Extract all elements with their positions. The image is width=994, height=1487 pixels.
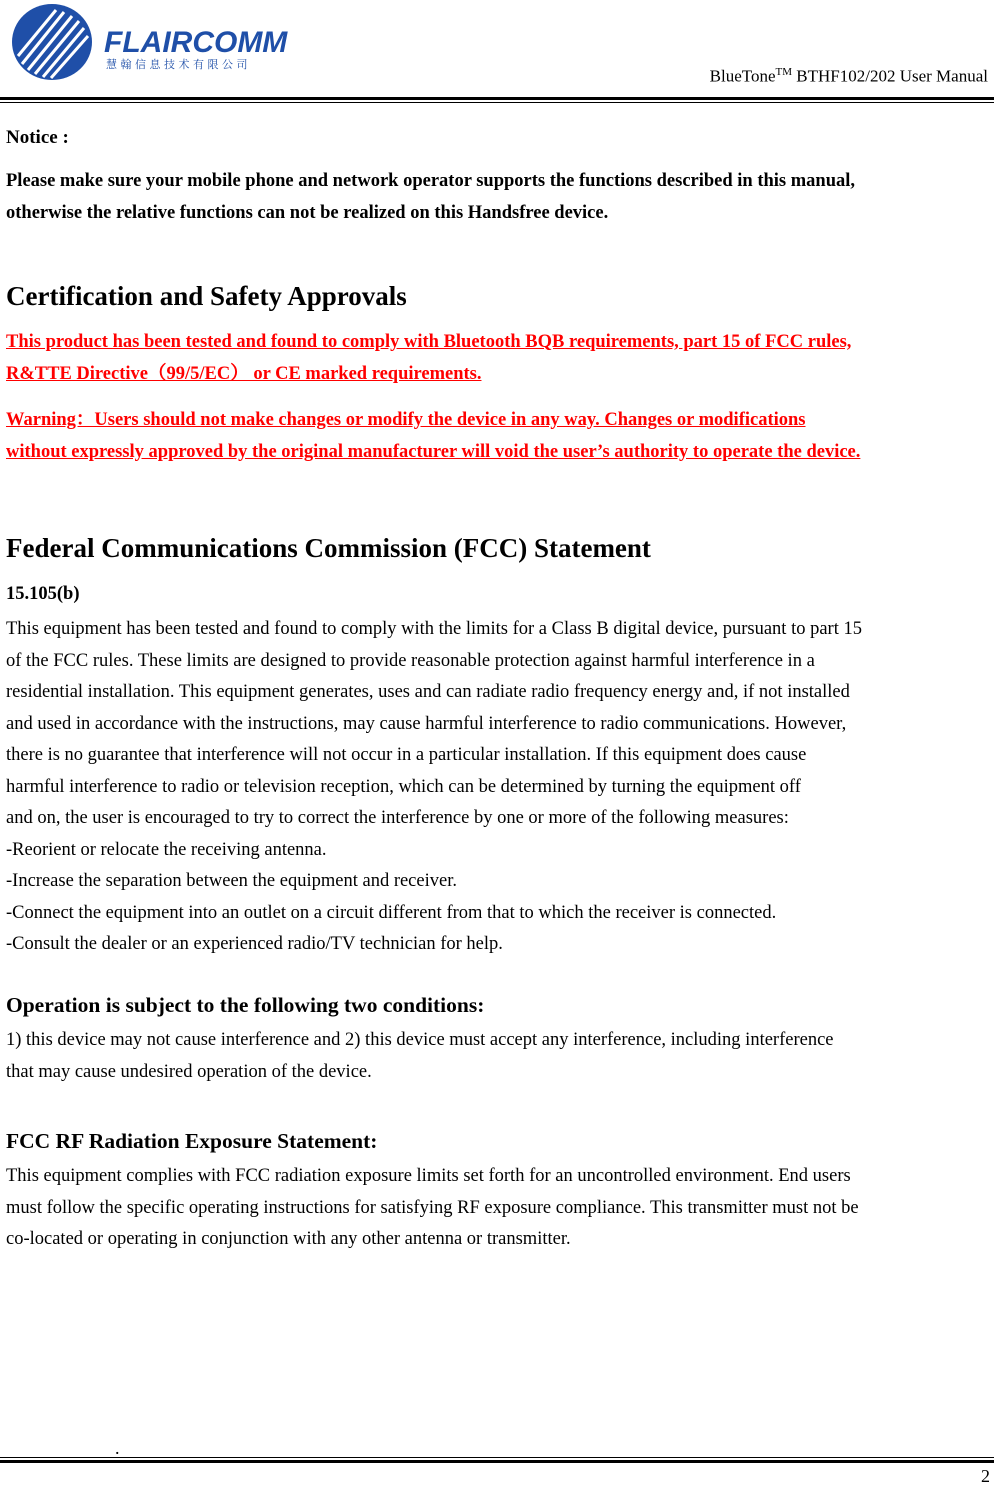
fcc-line: and used in accordance with the instructions, may cause harmful interference to radio communications. However, [6,713,847,734]
footer-rule-thin [0,1457,994,1458]
logo-wordmark: FLAIRCOMM [104,26,288,59]
fcc-section-number: 15.105(b) [6,584,80,604]
fcc-line: -Connect the equipment into an outlet on a circuit different from that to which the receiver is connected. [6,902,777,923]
fcc-line: This equipment has been tested and found to comply with the limits for a Class B digital device, pursuant to part 15 [6,619,862,639]
operation-heading: Operation is subject to the following two conditions: [6,993,485,1017]
certification-warning-text: Warning：Users should not make changes or modify the device in any way. Changes or modifications without expressly approved by the original manufacturer will void the user’s authority to operate the device. [6,410,861,462]
notice-label: Notice : [6,127,69,148]
fcc-line: -Reorient or relocate the receiving antenna. [6,839,327,860]
fcc-line: -Consult the dealer or an experienced radio/TV technician for help. [6,934,503,954]
header-rule-thin [0,102,994,103]
fcc-line: residential installation. This equipment generates, uses and can radiate radio frequency energy and, if not installed [6,682,850,702]
page-number: 2 [981,1466,990,1486]
header-rule-thick [0,97,994,100]
rf-exposure-heading: FCC RF Radiation Exposure Statement: [6,1129,378,1153]
fcc-line: -Increase the separation between the equipment and receiver. [6,871,457,891]
fcc-heading: Federal Communications Commission (FCC) Statement [6,533,651,563]
rf-exposure-text: This equipment complies with FCC radiation exposure limits set forth for an uncontrolled environment. End users must follow the specific operating instructions for satisfying RF exposure compliance. This transmitter must not be co-located or operating in conjunction with any other antenna or transmitter. [6,1166,859,1249]
fcc-line: there is no guarantee that interference will not occur in a particular installation. If this equipment does cause [6,745,807,765]
company-logo [6,2,306,88]
fcc-line: harmful interference to radio or television reception, which can be determined by turning the equipment off [6,776,801,797]
fcc-line: and on, the user is encouraged to try to correct the interference by one or more of the following measures: [6,808,789,828]
certification-heading: Certification and Safety Approvals [6,281,407,311]
logo-chinese-name: 慧 翰 信 息 技 术 有 限 公 司 [106,58,248,71]
fcc-line: of the FCC rules. These limits are designed to provide reasonable protection against harmful interference in a [6,650,815,671]
notice-text: Please make sure your mobile phone and network operator supports the functions described in this manual, otherwise the relative functions can not be realized on this Handsfree device. [6,171,856,223]
footer-rule-thick [0,1460,994,1463]
fcc-statement-body [6,614,990,961]
certification-compliance-text: This product has been tested and found to comply with Bluetooth BQB requirements, part 15 of FCC rules, R&TTE Directive（99/5/EC） or CE marked requirements. [6,332,852,384]
flaircomm-logo-graphic [6,2,306,88]
footer-dot: . [115,1438,120,1458]
document-title: BlueTone™ BTHF102/202 User Manual [709,66,988,86]
operation-text: 1) this device may not cause interference and 2) this device must accept any interference, including interference that may cause undesired operation of the device. [6,1030,834,1082]
